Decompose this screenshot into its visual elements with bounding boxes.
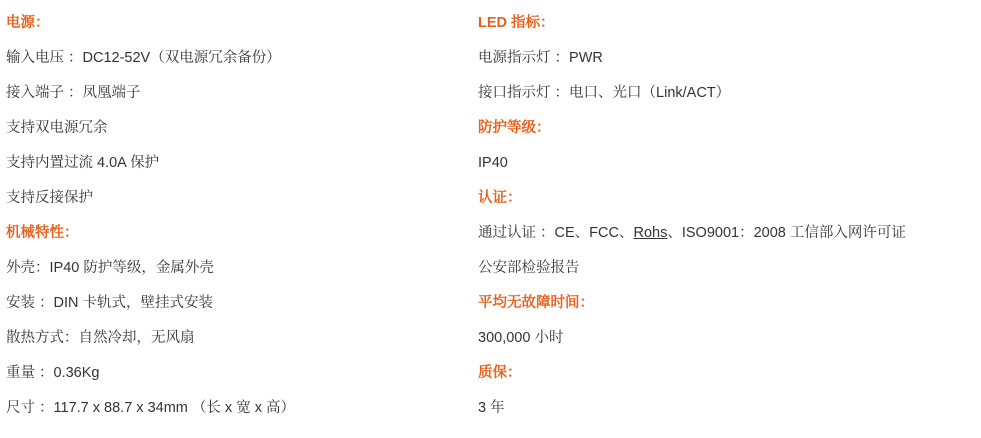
spec-line-enclosure: 外壳：IP40 防护等级，金属外壳: [6, 260, 214, 276]
section-heading-mtbf: 平均无故障时间：: [478, 295, 594, 311]
spec-line-dimensions: 尺寸 ：117.7 x 88.7 x 34mm （长 x 宽 x 高）: [6, 400, 296, 416]
section-heading-mechanical: 机械特性：: [6, 225, 79, 241]
section-heading-certification: 认证：: [478, 190, 522, 206]
spec-line-port-led: 接口指示灯 ：电口、光口（Link/ACT）: [478, 85, 731, 101]
spec-line-overcurrent-protection: 支持内置过流 4.0A 保护: [6, 155, 160, 171]
certifications-suffix: 、ISO9001：2008 工信部入网许可证: [667, 225, 906, 241]
spec-line-input-voltage: 输入电压 ：DC12-52V（双电源冗余备份）: [6, 50, 281, 66]
spec-line-installation: 安装 ：DIN 卡轨式，壁挂式安装: [6, 295, 214, 311]
spec-line-weight: 重量 ：0.36Kg: [6, 365, 100, 381]
right-spec-column: [478, 0, 981, 426]
spec-line-certifications: [478, 216, 981, 251]
left-spec-column: [0, 0, 478, 426]
spec-line-terminal: 接入端子 ：凤凰端子: [6, 85, 141, 101]
spec-line-warranty-value: 3 年: [478, 400, 505, 416]
certification-rohs: Rohs: [633, 225, 668, 241]
section-heading-power: 电源：: [6, 15, 50, 31]
spec-line-reverse-protection: 支持反接保护: [6, 190, 93, 206]
section-heading-protection-level: 防护等级：: [478, 120, 551, 136]
certifications-prefix: 通过认证 ：CE、FCC、: [478, 225, 634, 241]
section-heading-warranty: 质保：: [478, 365, 522, 381]
spec-line-ip-rating: IP40: [478, 155, 508, 171]
spec-line-mtbf-value: 300,000 小时: [478, 330, 564, 346]
spec-line-power-led: 电源指示灯 ：PWR: [478, 50, 603, 66]
spec-line-cooling: 散热方式：自然冷却，无风扇: [6, 330, 195, 346]
section-heading-led: LED 指标：: [478, 15, 555, 31]
spec-line-dual-power-redundancy: 支持双电源冗余: [6, 120, 108, 136]
spec-line-inspection-report: 公安部检验报告: [478, 260, 580, 276]
